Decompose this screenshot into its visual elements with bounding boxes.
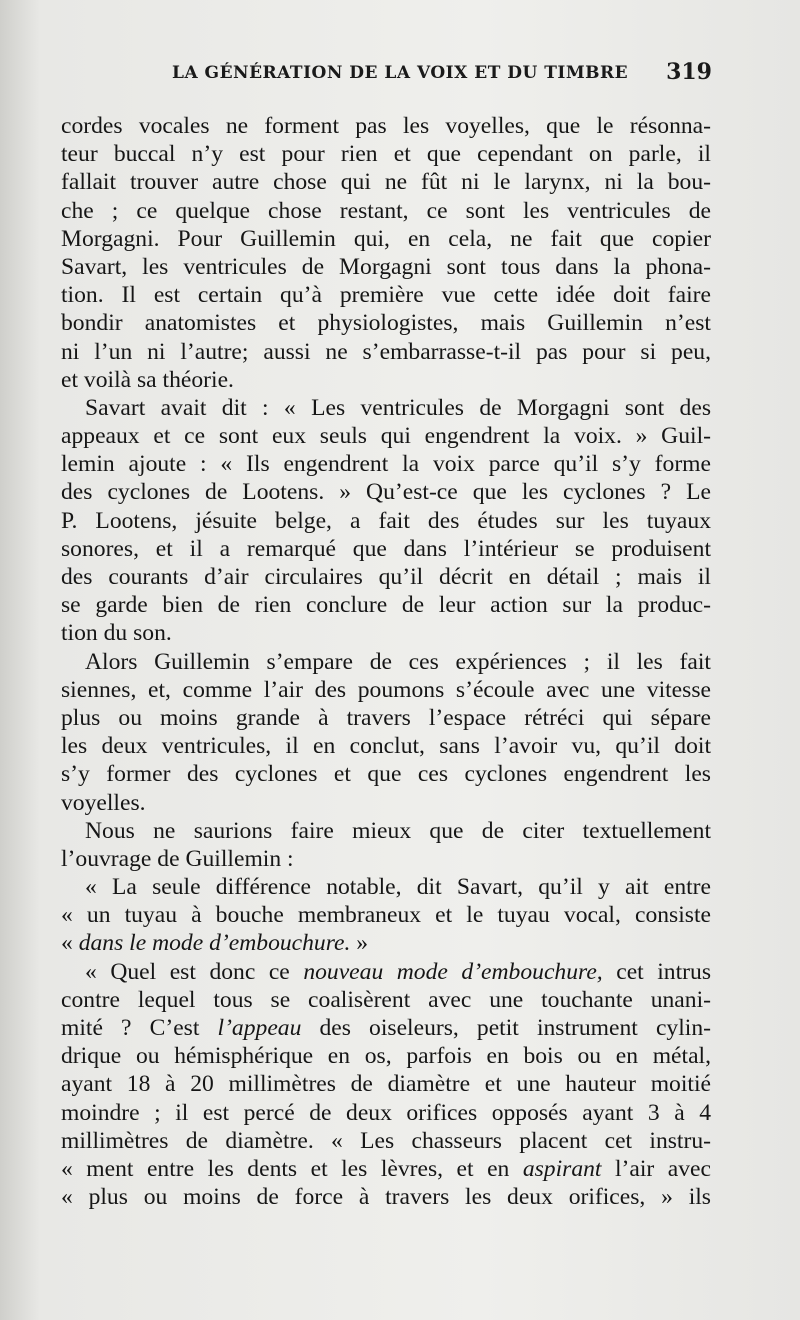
page-header <box>172 59 712 93</box>
text-line: fallait trouver autre chose qui ne fût ni le larynx, ni la bou- <box>61 169 711 196</box>
text-span: « Quel est donc ce <box>85 958 304 985</box>
text-line: Nous ne saurions faire mieux que de citer textuellement <box>85 817 711 844</box>
text-span: « ment entre les dents et les lèvres, et en <box>61 1155 523 1182</box>
text-line: tion du son. <box>61 620 172 647</box>
text-span: des oiseleurs, petit instrument cylin- <box>301 1015 711 1041</box>
text-line: bondir anatomistes et physiologistes, mais Guillemin n’est <box>61 310 711 337</box>
text-span: mité ? C’est <box>61 1015 218 1041</box>
text-line: plus ou moins grande à travers l’espace rétréci qui sépare <box>61 704 711 731</box>
text-line: Morgagni. Pour Guillemin qui, en cela, ne fait que copier <box>61 225 711 252</box>
text-line: moindre ; il est percé de deux orifices opposés ayant 3 à 4 <box>61 1099 711 1126</box>
text-span: l’air avec <box>601 1155 711 1182</box>
text-line: l’ouvrage de Guillemin : <box>61 845 294 872</box>
text-line: teur buccal n’y est pour rien et que cependant on parle, il <box>61 141 711 168</box>
text-line: des cyclones de Lootens. » Qu’est-ce que les cyclones ? Le <box>61 479 711 506</box>
text-line: sonores, et il a remarqué que dans l’intérieur se produisent <box>61 535 711 562</box>
italic-span: dans le mode d’embouchure. <box>78 930 351 957</box>
text-span: cet intrus <box>602 958 711 985</box>
text-line: che ; ce quelque chose restant, ce sont les ventricules de <box>61 197 711 224</box>
text-line: contre lequel tous se coalisèrent avec une touchante unani- <box>61 986 711 1013</box>
text-line: siennes, et, comme l’air des poumons s’écoule avec une vitesse <box>61 676 711 703</box>
text-line: voyelles. <box>61 789 146 816</box>
text-line: Savart avait dit : « Les ventricules de Morgagni sont des <box>85 394 711 421</box>
text-line: « plus ou moins de force à travers les deux orifices, » ils <box>61 1184 711 1211</box>
text-line: ni l’un ni l’autre; aussi ne s’embarrasse-t-il pas pour si peu, <box>61 338 711 365</box>
running-title: LA GÉNÉRATION DE LA VOIX ET DU TIMBRE <box>172 63 629 83</box>
text-line: drique ou hémisphérique en os, parfois en bois ou en métal, <box>61 1043 711 1070</box>
text-line: lemin ajoute : « Ils engendrent la voix parce qu’il s’y forme <box>61 451 711 478</box>
body-text <box>61 112 711 1211</box>
text-line: les deux ventricules, il en conclut, sans l’avoir vu, qu’il doit <box>61 733 711 760</box>
text-line: cordes vocales ne forment pas les voyelles, que le résonna- <box>61 113 711 139</box>
text-line: se garde bien de rien conclure de leur action sur la produc- <box>61 592 711 619</box>
italic-span: l’appeau <box>217 1015 302 1041</box>
text-line: et voilà sa théorie. <box>61 366 234 393</box>
text-line: millimètres de diamètre. « Les chasseurs placent cet instru- <box>61 1127 711 1154</box>
text-line-mixed <box>61 1155 711 1183</box>
italic-span: aspirant <box>522 1155 602 1182</box>
text-line: appeaux et ce sont eux seuls qui engendrent la voix. » Guil- <box>61 423 711 450</box>
text-line: tion. Il est certain qu’à première vue cette idée doit faire <box>61 282 711 309</box>
text-line: des courants d’air circulaires qu’il décrit en détail ; mais il <box>61 564 711 590</box>
italic-span: nouveau mode d’embouchure, <box>303 958 603 985</box>
text-line: s’y former des cyclones et que ces cyclones engendrent les <box>61 761 711 788</box>
text-span: » <box>350 930 369 957</box>
text-line: P. Lootens, jésuite belge, a fait des études sur les tuyaux <box>61 507 711 534</box>
text-line-mixed <box>61 1014 711 1042</box>
text-line: « un tuyau à bouche membraneux et le tuyau vocal, consiste <box>61 902 711 929</box>
text-line: « La seule différence notable, dit Savart, qu’il y ait entre <box>85 874 711 901</box>
text-line-mixed <box>61 958 711 986</box>
text-line-quote <box>61 929 711 957</box>
text-line: ayant 18 à 20 millimètres de diamètre et une hauteur moitié <box>61 1071 711 1098</box>
text-line: Savart, les ventricules de Morgagni sont tous dans la phona- <box>61 253 711 280</box>
text-line: Alors Guillemin s’empare de ces expériences ; il les fait <box>85 648 711 675</box>
page-number: 319 <box>666 59 712 85</box>
text-span: « <box>61 930 79 957</box>
